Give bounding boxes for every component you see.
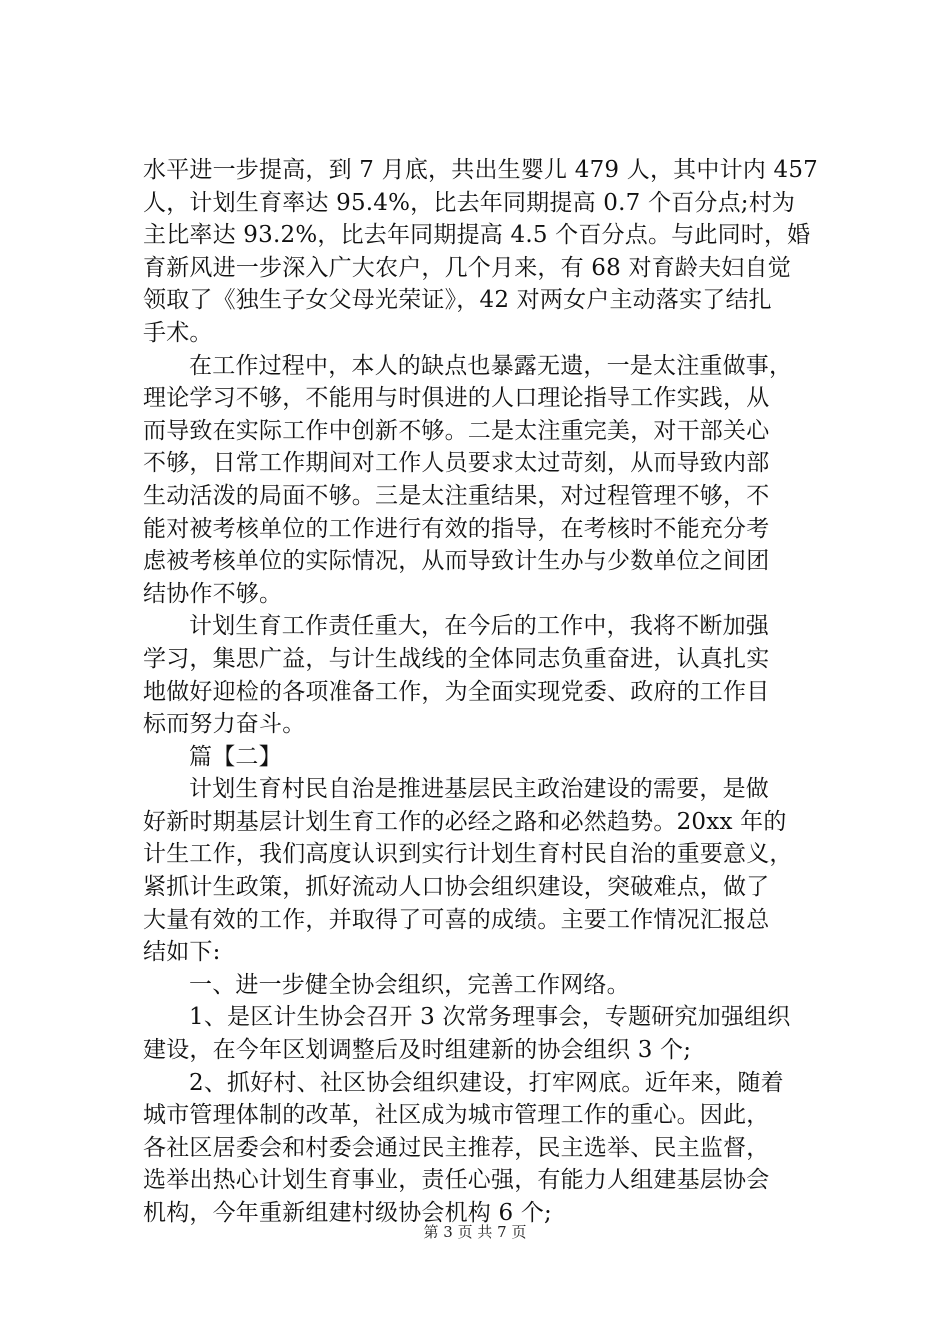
page-footer: 第 3 页 共 7 页 [423,1223,527,1241]
text-line: 标而努力奋斗。 [143,711,306,738]
text-line: 理论学习不够，不能用与时俱进的人口理论指导工作实践，从 [143,385,770,412]
text-line: 生动活泼的局面不够。三是太注重结果，对过程管理不够，不 [143,482,770,509]
text-line: 育新风进一步深入广大农户，几个月来，有 68 对育龄夫妇自觉 [143,254,791,281]
text-line: 手术。 [143,319,213,346]
text-line: 大量有效的工作，并取得了可喜的成绩。主要工作情况汇报总 [143,906,770,933]
text-line: 计生工作，我们高度认识到实行计划生育村民自治的重要意义， [143,841,793,868]
text-line: 城市管理体制的改革，社区成为城市管理工作的重心。因此， [143,1102,770,1129]
text-line: 主比率达 93.2%，比去年同期提高 4.5 个百分点。与此同时，婚 [143,222,811,249]
text-line: 选举出热心计划生育事业，责任心强，有能力人组建基层协会 [143,1167,770,1194]
text-line: 1、是区计生协会召开 3 次常务理事会，专题研究加强组织 [189,1004,791,1031]
text-line: 虑被考核单位的实际情况，从而导致计生办与少数单位之间团 [143,548,770,575]
text-line: 人，计划生育率达 95.4%，比去年同期提高 0.7 个百分点;村为 [143,189,796,216]
document-body [143,154,831,1230]
text-line: 机构，今年重新组建村级协会机构 6 个; [143,1200,553,1226]
text-line: 各社区居委会和村委会通过民主推荐，民主选举、民主监督， [143,1134,770,1161]
text-line: 领取了《独生子女父母光荣证》，42 对两女户主动落实了结扎 [143,287,772,314]
text-line: 建设，在今年区划调整后及时组建新的协会组织 3 个; [143,1037,692,1064]
text-line: 不够，日常工作期间对工作人员要求太过苛刻，从而导致内部 [143,450,770,477]
text-line: 好新时期基层计划生育工作的必经之路和必然趋势。20xx 年的 [143,808,787,835]
text-line: 计划生育村民自治是推进基层民主政治建设的需要，是做 [189,776,769,803]
text-line: 结如下: [143,939,221,966]
text-line: 而导致在实际工作中创新不够。二是太注重完美，对干部关心 [143,417,770,444]
text-line: 水平进一步提高，到 7 月底，共出生婴儿 479 人，其中计内 457 [143,157,818,183]
text-line: 学习，集思广益，与计生战线的全体同志负重奋进，认真扎实 [143,645,770,672]
text-line: 2、抓好村、社区协会组织建设，打牢网底。近年来，随着 [189,1069,784,1096]
text-line: 紧抓计生政策，抓好流动人口协会组织建设，突破难点，做了 [143,874,770,901]
text-line: 结协作不够。 [143,580,283,607]
text-line: 一、进一步健全协会组织，完善工作网络。 [189,971,630,998]
text-line: 能对被考核单位的工作进行有效的指导，在考核时不能充分考 [143,515,770,542]
text-line: 地做好迎检的各项准备工作，为全面实现党委、政府的工作目 [143,678,770,705]
text-line: 计划生育工作责任重大，在今后的工作中，我将不断加强 [189,613,769,640]
text-line: 在工作过程中，本人的缺点也暴露无遗，一是太注重做事， [189,352,793,379]
text-line: 篇【二】 [189,743,282,770]
